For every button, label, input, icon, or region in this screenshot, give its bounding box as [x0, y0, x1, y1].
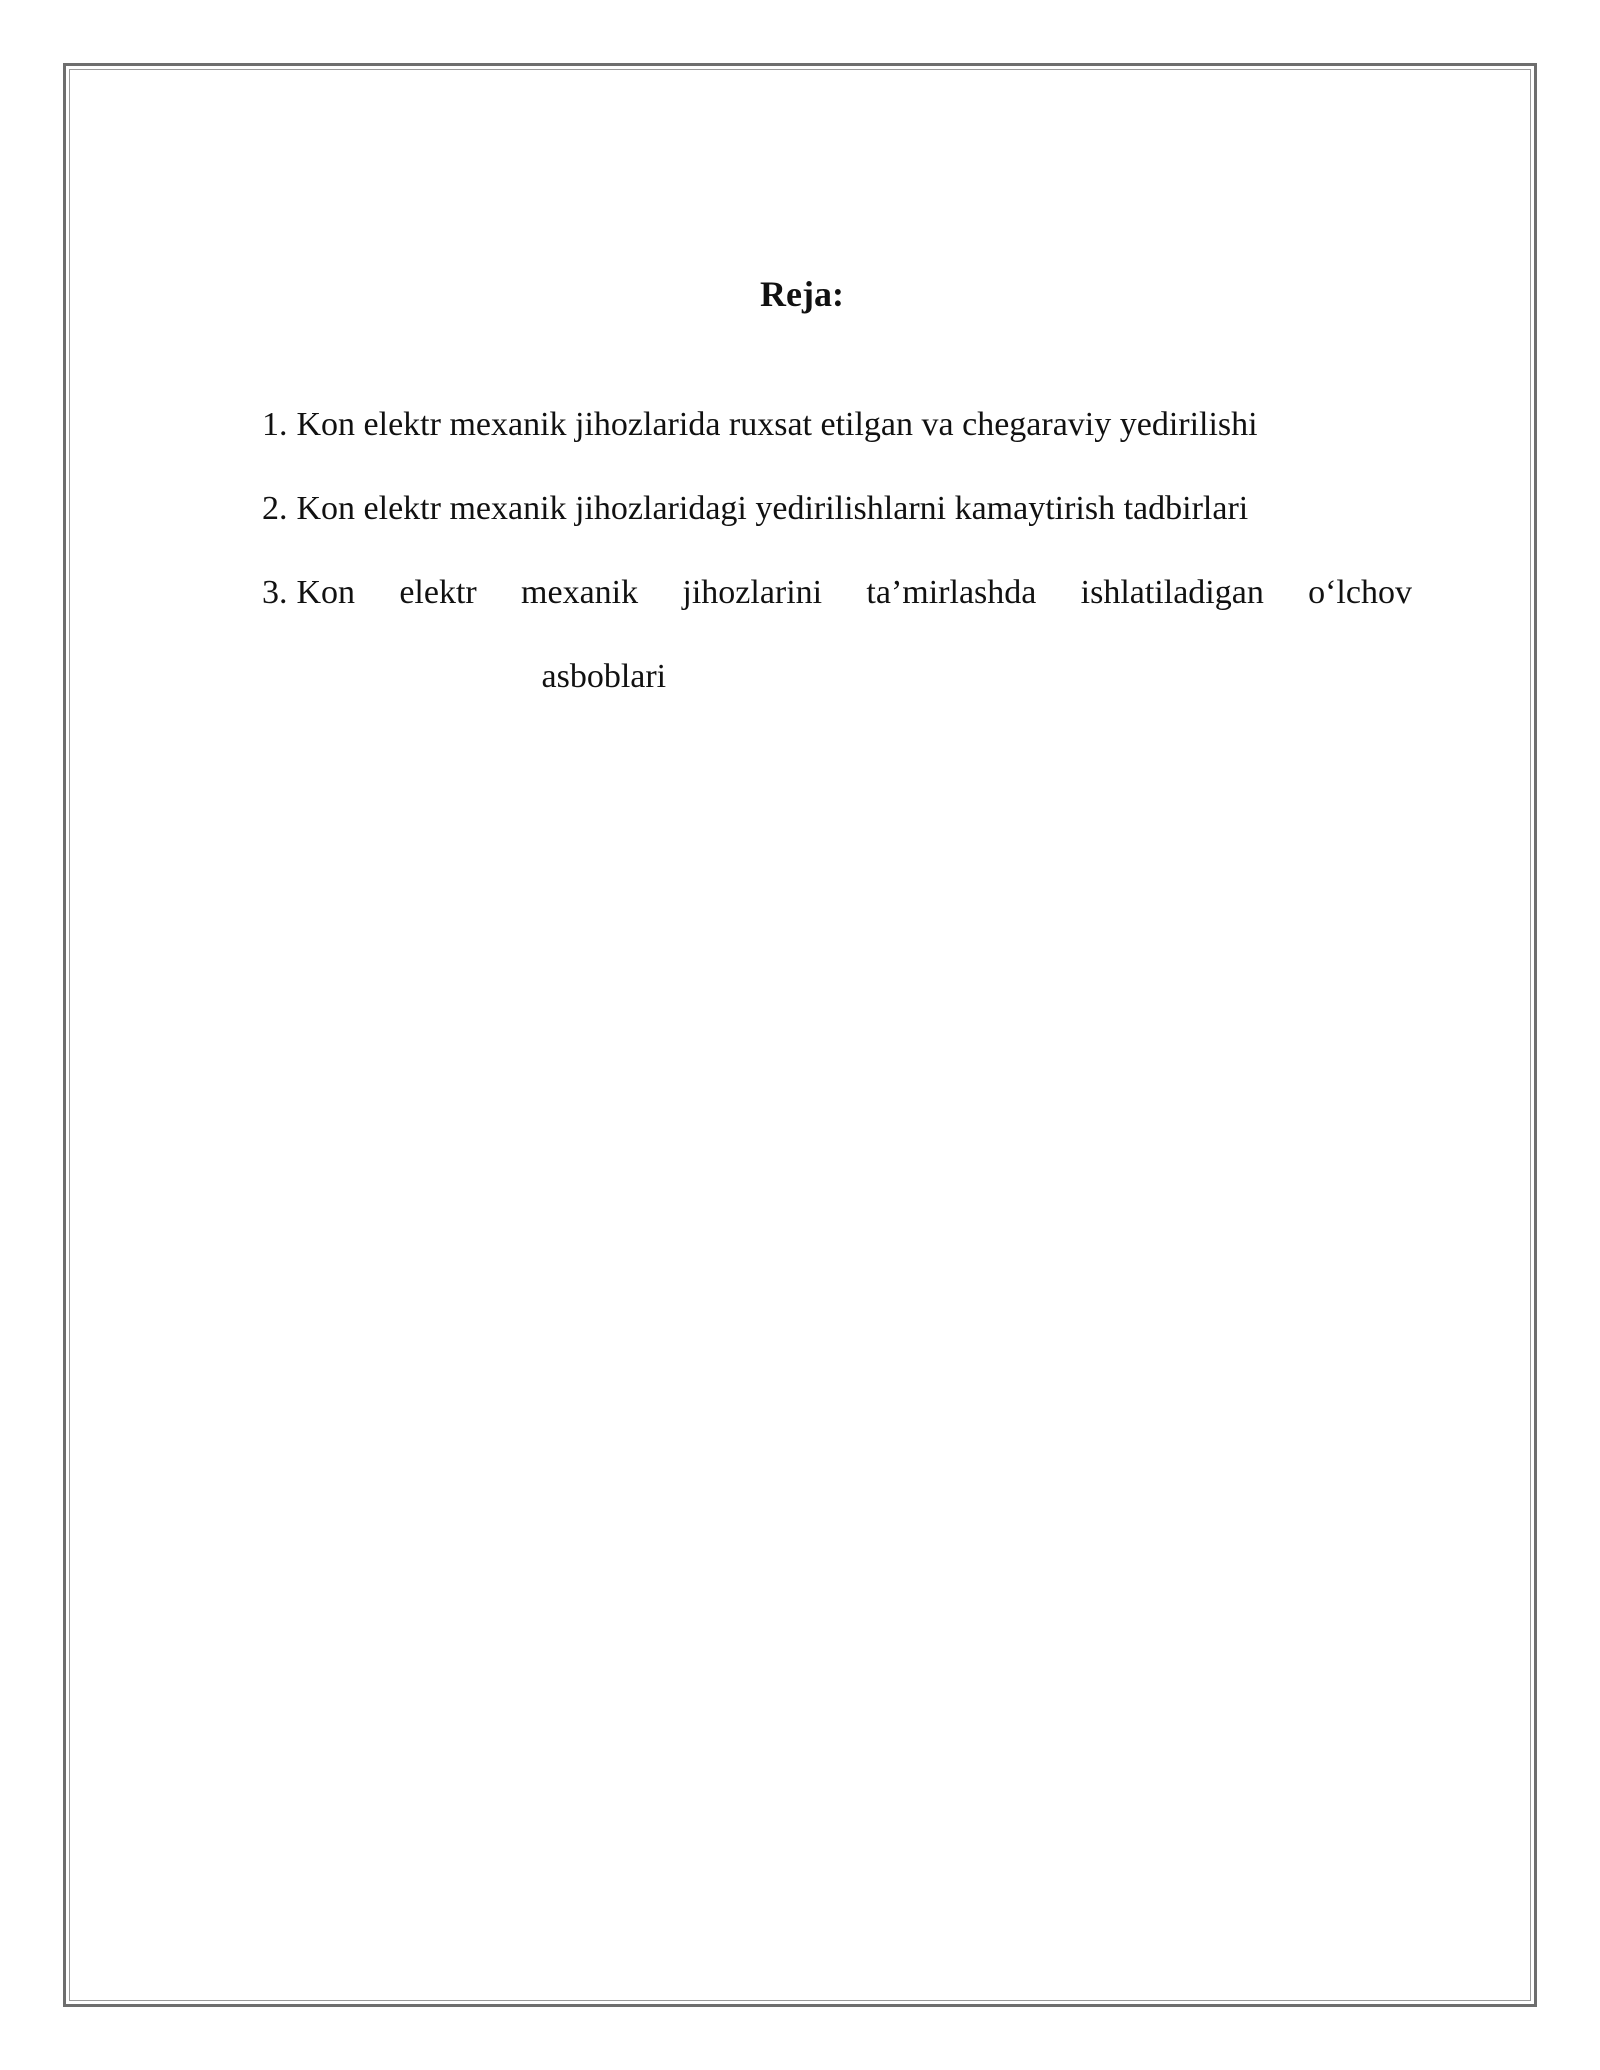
- word: Kon: [296, 574, 356, 611]
- plan-list: [262, 383, 1412, 719]
- page-border: [63, 63, 1537, 2007]
- list-item: [262, 551, 1412, 719]
- list-item: [262, 467, 1412, 551]
- list-item-text: [297, 551, 1413, 719]
- list-item: [262, 383, 1412, 467]
- page-title: Reja:: [760, 274, 844, 314]
- list-item-text: Kon elektr mexanik jihozlaridagi yedirilishlarni kamaytirish tadbirlari: [296, 490, 1249, 527]
- word: elektr: [399, 574, 477, 611]
- word: ta’mirlashda: [866, 574, 1037, 611]
- word: mexanik: [521, 574, 639, 611]
- word: jihozlarini: [682, 574, 823, 611]
- list-item-number: 3.: [262, 574, 288, 611]
- list-item-number: 1.: [262, 406, 288, 443]
- list-item-text-line: [297, 551, 1413, 635]
- word: ishlatiladigan: [1080, 574, 1264, 611]
- list-item-number: 2.: [262, 490, 288, 527]
- list-item-text-continuation: asboblari: [541, 658, 667, 695]
- list-item-text: Kon elektr mexanik jihozlarida ruxsat etilgan va chegaraviy yedirilishi: [296, 406, 1258, 443]
- word: o‘lchov: [1308, 574, 1412, 611]
